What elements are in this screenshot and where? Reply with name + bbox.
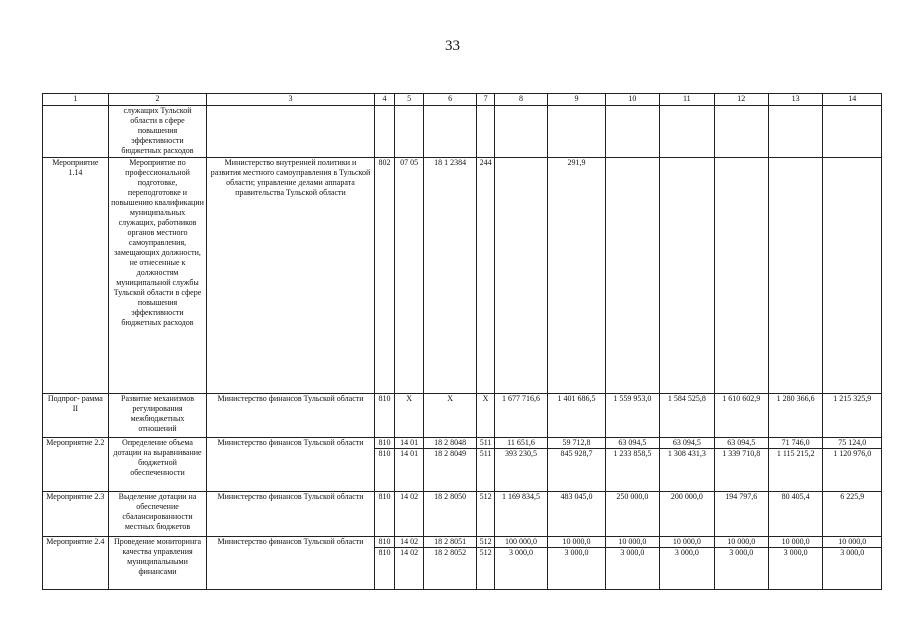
col-header: 13 [768, 94, 822, 106]
csr-code: 18 1 2384 [423, 158, 476, 394]
value-cell: 3 000,0 [548, 548, 606, 590]
table-row [43, 492, 882, 537]
activity-name: Выделение дотации на обеспечение сбалансированности местных бюджетов [108, 492, 207, 537]
page-number: 33 [445, 38, 460, 54]
value-cell [660, 158, 714, 394]
value-cell: 75 124,0 [823, 438, 882, 449]
col-header: 8 [494, 94, 547, 106]
csr-code: 18 2 8050 [423, 492, 476, 537]
row-label: Мероприятие 2.2 [43, 438, 109, 492]
vr-code: 244 [477, 158, 494, 394]
col-header: 4 [374, 94, 395, 106]
table-row [43, 537, 882, 548]
executor: Министерство финансов Тульской области [207, 492, 374, 537]
rzpr-code: 14 02 [395, 492, 424, 537]
csr-code: 18 2 8049 [423, 449, 476, 492]
vr-code: 511 [477, 449, 494, 492]
grbs-code: 810 [374, 492, 395, 537]
value-cell [768, 158, 822, 394]
col-header: 5 [395, 94, 424, 106]
value-cell: 3 000,0 [605, 548, 659, 590]
col-header: 14 [823, 94, 882, 106]
value-cell: 1 280 366,6 [768, 394, 822, 438]
grbs-code: 810 [374, 537, 395, 548]
value-cell: 1 339 710,8 [714, 449, 768, 492]
row-label: Подпрог- рамма II [43, 394, 109, 438]
grbs-code: 810 [374, 548, 395, 590]
csr-code: 18 2 8048 [423, 438, 476, 449]
value-cell: 291,9 [548, 158, 606, 394]
rzpr-code: 14 02 [395, 548, 424, 590]
col-header: 12 [714, 94, 768, 106]
activity-name: Проведение мониторинга качества управления муниципальными финансами [108, 537, 207, 590]
col-header: 6 [423, 94, 476, 106]
value-cell: 3 000,0 [768, 548, 822, 590]
activity-name: Развитие механизмов регулирования межбюджетных отношений [108, 394, 207, 438]
row-label: Мероприятие 2.4 [43, 537, 109, 590]
executor: Министерство финансов Тульской области [207, 537, 374, 590]
value-cell: 1 169 834,5 [494, 492, 547, 537]
value-cell: 1 559 953,0 [605, 394, 659, 438]
activity-name: Определение объема дотации на выравнивание бюджетной обеспеченности [108, 438, 207, 492]
value-cell: 1 120 976,0 [823, 449, 882, 492]
table-row [43, 438, 882, 449]
col-header: 9 [548, 94, 606, 106]
budget-table [42, 93, 882, 590]
table-row [43, 394, 882, 438]
csr-code: 18 2 8051 [423, 537, 476, 548]
value-cell: 3 000,0 [494, 548, 547, 590]
value-cell [605, 158, 659, 394]
grbs-code: 802 [374, 158, 395, 394]
executor: Министерство финансов Тульской области [207, 438, 374, 492]
value-cell [823, 158, 882, 394]
value-cell: 3 000,0 [660, 548, 714, 590]
rzpr-code: 14 01 [395, 438, 424, 449]
value-cell: 10 000,0 [548, 537, 606, 548]
csr-code: X [423, 394, 476, 438]
row-label: Мероприятие 2.3 [43, 492, 109, 537]
table-header-row [43, 94, 882, 106]
table-row [43, 106, 882, 158]
value-cell: 1 677 716,6 [494, 394, 547, 438]
activity-name: служащих Тульской области в сфере повышения эффективности бюджетных расходов [108, 106, 207, 158]
value-cell: 483 045,0 [548, 492, 606, 537]
value-cell: 1 584 525,8 [660, 394, 714, 438]
rzpr-code: 07 05 [395, 158, 424, 394]
value-cell: 10 000,0 [768, 537, 822, 548]
table-row [43, 158, 882, 394]
value-cell: 10 000,0 [605, 537, 659, 548]
value-cell: 63 094,5 [714, 438, 768, 449]
col-header: 3 [207, 94, 374, 106]
executor: Министерство внутренней политики и развития местного самоуправления в Тульской области; управление делами аппарата правительства Тульской области [207, 158, 374, 394]
value-cell: 200 000,0 [660, 492, 714, 537]
vr-code: X [477, 394, 494, 438]
rzpr-code: 14 01 [395, 449, 424, 492]
value-cell: 10 000,0 [823, 537, 882, 548]
value-cell: 6 225,9 [823, 492, 882, 537]
value-cell: 393 230,5 [494, 449, 547, 492]
value-cell [714, 158, 768, 394]
value-cell: 1 308 431,3 [660, 449, 714, 492]
col-header: 10 [605, 94, 659, 106]
row-label: Мероприятие 1.14 [43, 158, 109, 394]
grbs-code: 810 [374, 449, 395, 492]
value-cell: 10 000,0 [714, 537, 768, 548]
csr-code: 18 2 8052 [423, 548, 476, 590]
value-cell: 1 115 215,2 [768, 449, 822, 492]
value-cell: 63 094,5 [605, 438, 659, 449]
value-cell [494, 158, 547, 394]
vr-code: 512 [477, 548, 494, 590]
value-cell: 11 651,6 [494, 438, 547, 449]
value-cell: 194 797,6 [714, 492, 768, 537]
value-cell: 250 000,0 [605, 492, 659, 537]
rzpr-code: X [395, 394, 424, 438]
vr-code: 511 [477, 438, 494, 449]
value-cell: 59 712,8 [548, 438, 606, 449]
activity-name: Мероприятие по профессиональной подготовке, переподготовке и повышению квалификации муниципальных служащих, работников органов местного самоуправления, замещающих должности, не отнесенные к должностям муниципальной службы Тульской области в сфере повышения эффективности бюджетных расходов [108, 158, 207, 394]
vr-code: 512 [477, 537, 494, 548]
col-header: 2 [108, 94, 207, 106]
col-header: 7 [477, 94, 494, 106]
value-cell: 3 000,0 [714, 548, 768, 590]
value-cell: 100 000,0 [494, 537, 547, 548]
col-header: 1 [43, 94, 109, 106]
value-cell: 1 233 858,5 [605, 449, 659, 492]
value-cell: 1 215 325,9 [823, 394, 882, 438]
grbs-code: 810 [374, 394, 395, 438]
value-cell: 1 610 602,9 [714, 394, 768, 438]
rzpr-code: 14 02 [395, 537, 424, 548]
grbs-code: 810 [374, 438, 395, 449]
value-cell: 1 401 686,5 [548, 394, 606, 438]
value-cell: 63 094,5 [660, 438, 714, 449]
value-cell: 10 000,0 [660, 537, 714, 548]
value-cell: 80 405,4 [768, 492, 822, 537]
value-cell: 845 928,7 [548, 449, 606, 492]
vr-code: 512 [477, 492, 494, 537]
executor: Министерство финансов Тульской области [207, 394, 374, 438]
value-cell: 3 000,0 [823, 548, 882, 590]
col-header: 11 [660, 94, 714, 106]
value-cell: 71 746,0 [768, 438, 822, 449]
